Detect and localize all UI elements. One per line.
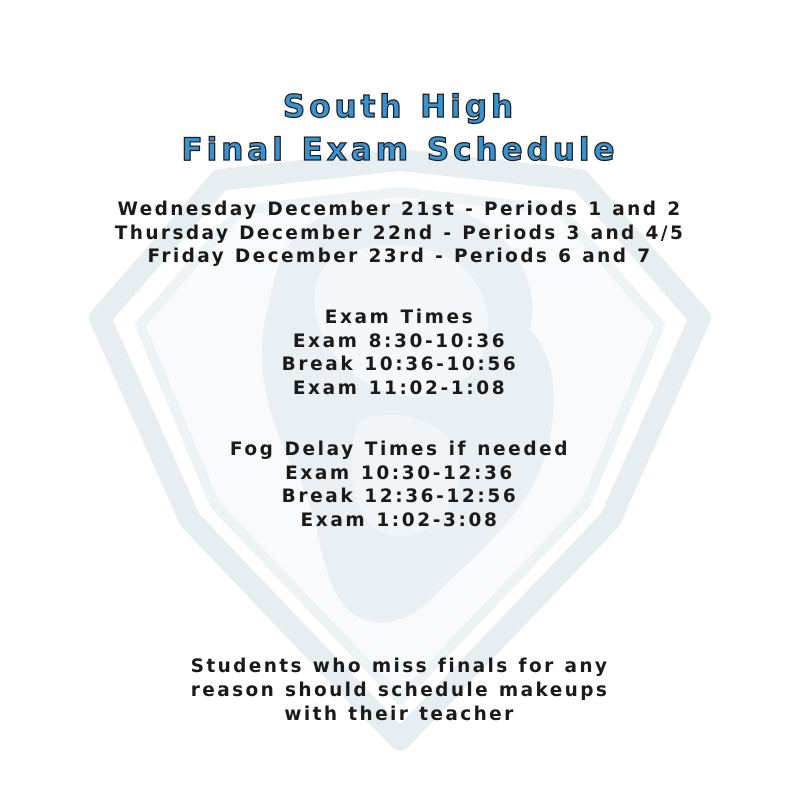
exam-time-item: Exam 11:02-1:08: [292, 377, 508, 399]
exam-times-section: [0, 306, 800, 400]
exam-times-heading: Exam Times: [324, 307, 476, 328]
title-school-name: South High: [282, 89, 518, 125]
exam-day-1: Wednesday December 21st - Periods 1 and 2: [117, 199, 683, 220]
exam-time-item: Break 10:36-10:56: [281, 354, 519, 375]
fog-delay-heading: Fog Delay Times if needed: [229, 439, 571, 460]
fog-delay-item: Exam 1:02-3:08: [300, 509, 500, 531]
exam-days-list: [0, 198, 800, 269]
makeup-note-line: reason should schedule makeups: [190, 680, 610, 701]
title-schedule: Final Exam Schedule: [181, 132, 619, 168]
exam-time-item: Exam 8:30-10:36: [292, 330, 508, 352]
fog-delay-item: Break 12:36-12:56: [281, 486, 519, 507]
makeup-note-line: Students who miss finals for any: [190, 656, 610, 677]
fog-delay-section: [0, 438, 800, 532]
exam-day-2: Thursday December 22nd - Periods 3 and 4/5: [114, 222, 686, 244]
makeup-note: [0, 655, 800, 727]
makeup-note-line: with their teacher: [284, 704, 516, 725]
exam-day-3: Friday December 23rd - Periods 6 and 7: [147, 246, 653, 267]
fog-delay-item: Exam 10:30-12:36: [285, 462, 515, 484]
